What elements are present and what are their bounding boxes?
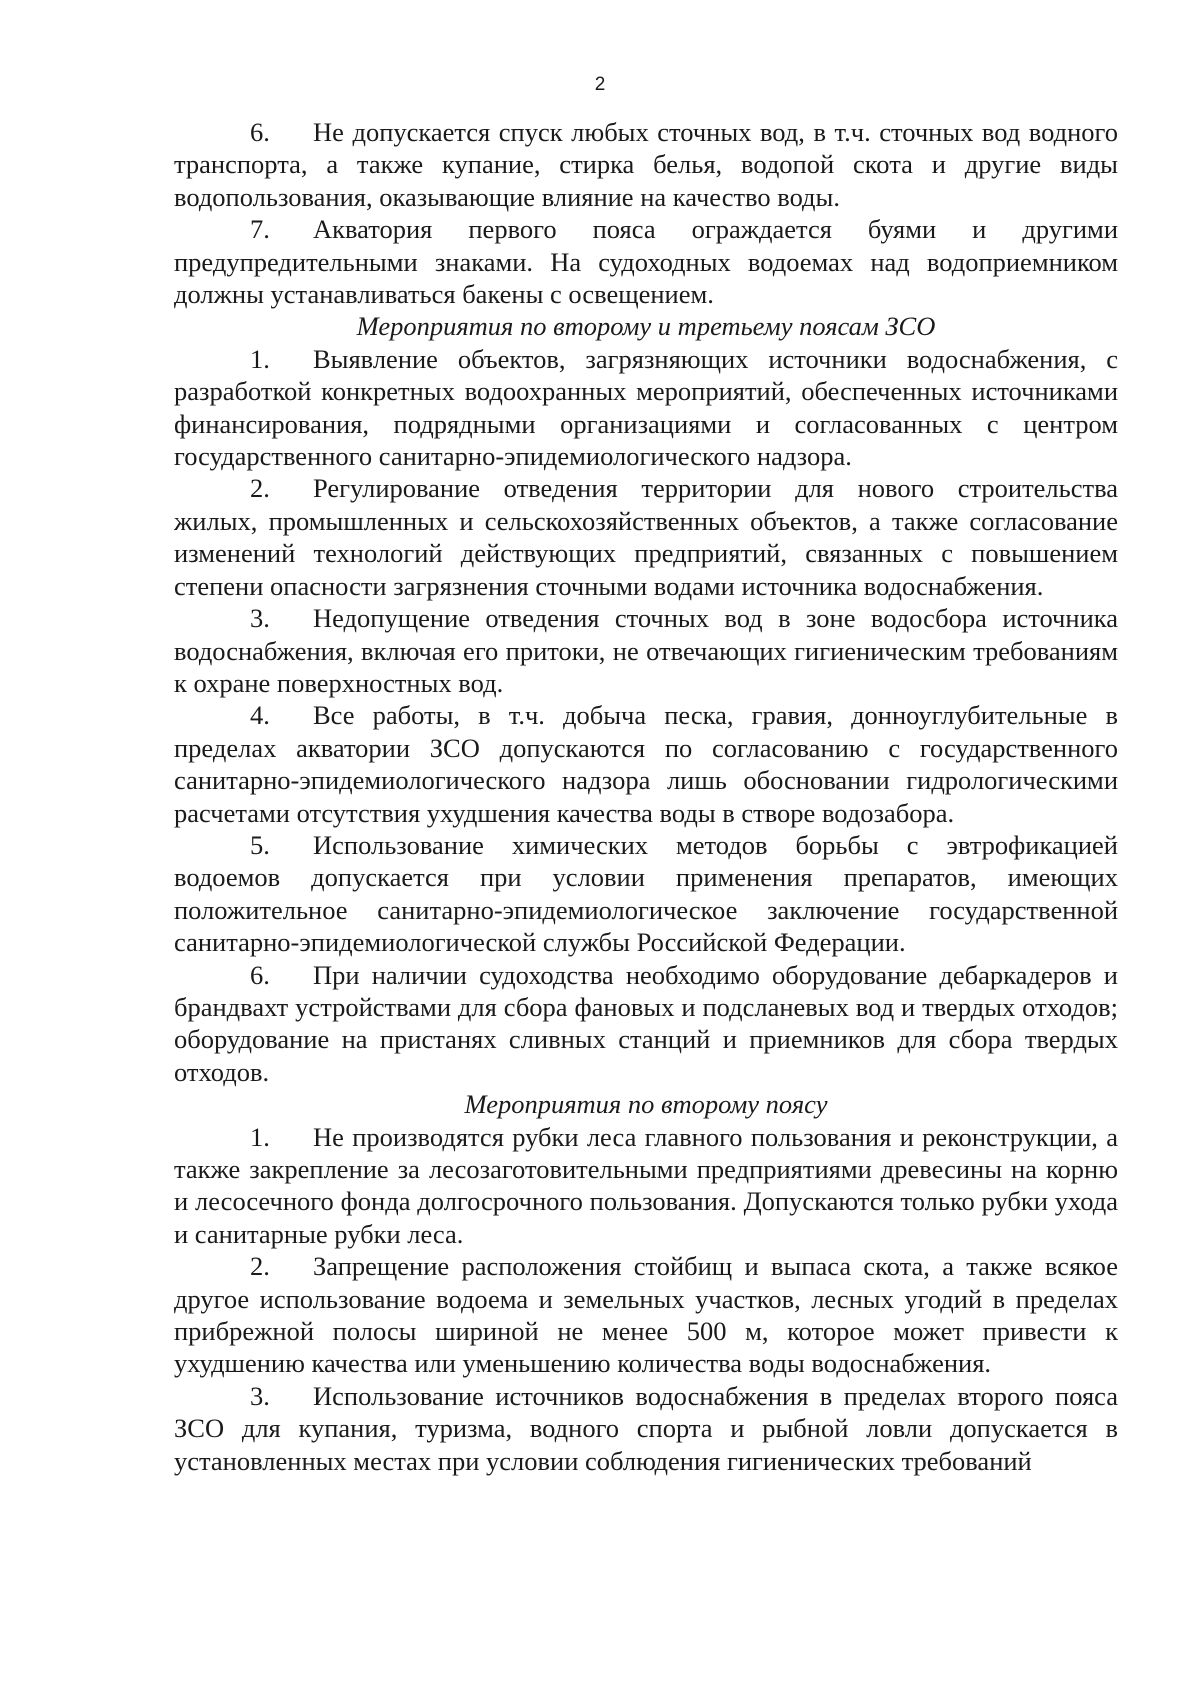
paragraph-text: Использование химических методов борьбы с эвтрофикацией водоемов допускается при условии применения препаратов, имеющих положительное санитарно-эпидемиологическое заключение государственной санитарно-эпидемиологической службы Российской Федерации. — [174, 829, 1118, 958]
paragraph-s2-item-1 — [174, 1121, 1118, 1251]
paragraph-s1-item-1 — [174, 343, 1118, 473]
paragraph-text: Регулирование отведения территории для нового строительства жилых, промышленных и сельскохозяйственных объектов, а также согласование изменений технологий действующих предприятий, связанных с повышением степени опасности загрязнения сточными водами источника водоснабжения. — [174, 473, 1118, 601]
item-number: 5. — [250, 829, 270, 860]
item-number: 1. — [250, 1121, 270, 1152]
paragraph-text: Выявление объектов, загрязняющих источники водоснабжения, с разработкой конкретных водоохранных мероприятий, обеспеченных источниками финансирования, подрядными организациями и согласованных с центром государственного санитарно-эпидемиологического надзора. — [174, 343, 1118, 472]
item-number: 3. — [250, 1380, 270, 1411]
item-number: 7. — [250, 214, 270, 245]
item-number: 1. — [250, 343, 270, 374]
section-heading-second-third-belts: Мероприятия по второму и третьему поясам ЗСО — [356, 311, 936, 342]
paragraph-s1-item-3 — [174, 602, 1118, 699]
paragraph-text: Не допускается спуск любых сточных вод, в т.ч. сточных вод водного транспорта, а также купание, стирка белья, водопой скота и другие виды водопользования, оказывающие влияние на качество воды. — [174, 117, 1118, 212]
paragraph-text: Не производятся рубки леса главного пользования и реконструкции, а также закрепление за лесозаготовительными предприятиями древесины на корню и лесосечного фонда долгосрочного пользования. Допускаются только рубки ухода и санитарные рубки леса. — [174, 1121, 1118, 1249]
paragraph-text: Использование источников водоснабжения в пределах второго пояса ЗСО для купания, туризма, водного спорта и рыбной ловли допускается в установленных местах при условии соблюдения гигиенических требований — [174, 1380, 1118, 1476]
paragraph-s1-item-2 — [174, 472, 1118, 602]
document-body — [174, 116, 1118, 1477]
section-heading-second-belt: Мероприятия по второму поясу — [464, 1089, 828, 1120]
paragraph-s1-item-6 — [174, 959, 1118, 1089]
item-number: 3. — [250, 603, 270, 634]
item-number: 6. — [250, 959, 270, 990]
paragraph-p1-item-7 — [174, 213, 1118, 310]
item-number: 4. — [250, 700, 270, 731]
paragraph-s1-item-5 — [174, 829, 1118, 959]
paragraph-text: Недопущение отведения сточных вод в зоне водосбора источника водоснабжения, включая его притоки, не отвечающих гигиеническим требованиям к охране поверхностных вод. — [174, 603, 1118, 698]
paragraph-s1-item-4 — [174, 699, 1118, 829]
paragraph-s2-item-3 — [174, 1380, 1118, 1477]
paragraph-text: При наличии судоходства необходимо оборудование дебаркадеров и брандвахт устройствами для сбора фановых и подсланевых вод и твердых отходов; оборудование на пристанях сливных станций и приемников для сбора твердых отходов. — [174, 959, 1118, 1087]
paragraph-text: Запрещение расположения стойбищ и выпаса скота, а также всякое другое использование водоема и земельных участков, лесных угодий в пределах прибрежной полосы шириной не менее 500 м, которое может привести к ухудшению качества или уменьшению количества воды водоснабжения. — [174, 1251, 1118, 1379]
paragraph-p1-item-6 — [174, 116, 1118, 213]
page-number: 2 — [594, 74, 606, 95]
paragraph-text: Все работы, в т.ч. добыча песка, гравия, донноуглубительные в пределах акватории ЗСО допускаются по согласованию с государственного санитарно-эпидемиологического надзора лишь обосновании гидрологическими расчетами отсутствия ухудшения качества воды в створе водозабора. — [174, 700, 1118, 828]
paragraph-text: Акватория первого пояса ограждается буями и другими предупредительными знаками. На судоходных водоемах над водоприемником должны устанавливаться бакены с освещением. — [174, 214, 1118, 310]
item-number: 2. — [250, 473, 270, 504]
paragraph-s2-item-2 — [174, 1250, 1118, 1380]
item-number: 2. — [250, 1251, 270, 1282]
item-number: 6. — [250, 117, 270, 147]
